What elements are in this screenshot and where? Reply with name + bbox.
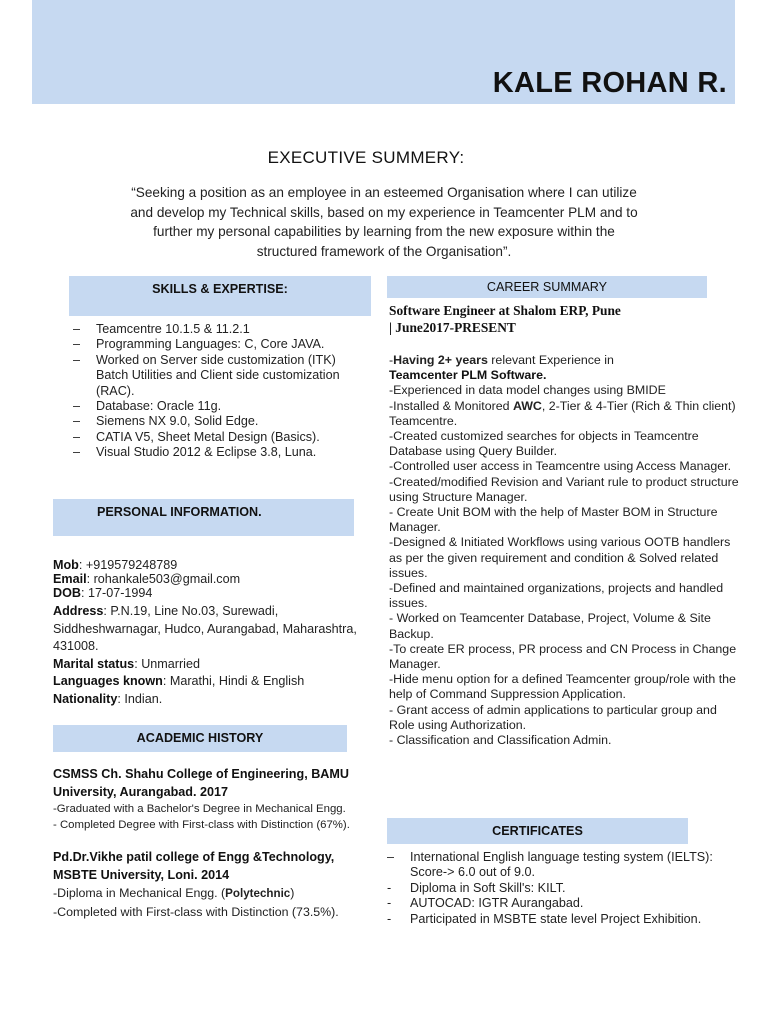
skill-text: Visual Studio 2012 & Eclipse 3.8, Luna.: [96, 445, 317, 460]
dash-bullet: -: [387, 880, 392, 895]
career-point: -Created/modified Revision and Variant rule to product structure using Structure Manager.: [389, 474, 739, 504]
career-point: - Classification and Classification Admin.: [389, 733, 612, 748]
languages-value: Marathi, Hindi & English: [169, 674, 305, 688]
experience-line: [389, 353, 739, 368]
nationality-label: Nationality: [53, 691, 118, 706]
experience-text: relevant Experience in: [487, 353, 614, 367]
career-point: - Grant access of admin applications to particular group and Role using Authorization.: [389, 702, 717, 732]
career-point-text: -Installed & Monitored: [389, 398, 513, 413]
dash-bullet: –: [387, 850, 395, 864]
academic-detail-bold: Polytechnic: [225, 887, 291, 900]
dash-bullet: –: [73, 429, 81, 444]
academic-detail: - Completed Degree with First-class with Distinction (67%).: [53, 819, 350, 831]
career-point: [389, 399, 739, 429]
institution-name: CSMSS Ch. Shahu College of Engineering, BAMU University, Aurangabad. 2017: [53, 767, 349, 799]
email-row: Email: rohankale503@gmail.com: [53, 572, 241, 586]
mobile-row: Mob: +919579248789: [53, 558, 178, 572]
dash-bullet: –: [73, 322, 81, 336]
executive-line: “Seeking a position as an employee in an esteemed Organisation where I can utilize: [131, 185, 637, 200]
academic-header: [53, 725, 347, 752]
languages-row: Languages known: Marathi, Hindi & English: [53, 674, 305, 688]
skill-text: Siemens NX 9.0, Solid Edge.: [96, 414, 259, 429]
dash-bullet: –: [73, 414, 81, 429]
institution-name: Pd.Dr.Vikhe patil college of Engg &Technology, MSBTE University, Loni. 2014: [53, 850, 335, 882]
address-value: P.N.19, Line No.03, Surewadi, Siddheshwarnagar, Hudco, Aurangabad, Maharashtra, 431008.: [53, 604, 357, 653]
skill-text: Worked on Server side customization (ITK) Batch Utilities and Client side customization (RAC).: [96, 352, 340, 398]
skill-text: CATIA V5, Sheet Metal Design (Basics).: [96, 429, 320, 444]
email-value: rohankale503@gmail.com: [93, 572, 241, 586]
executive-summary-text: [112, 183, 656, 261]
dob-value: 17-07-1994: [88, 586, 153, 600]
dob-row: DOB: 17-07-1994: [53, 586, 153, 600]
dash-bullet: –: [73, 399, 81, 414]
certificate-text: Participated in MSBTE state level Project Exhibition.: [410, 911, 702, 926]
personal-info-title: PERSONAL INFORMATION.: [97, 505, 262, 519]
academic-entry: [53, 766, 371, 833]
certificate-text: International English language testing system (IELTS): Score-> 6.0 out of 9.0.: [410, 850, 713, 880]
career-point: -To create ER process, PR process and CN Process in Change Manager.: [389, 641, 737, 672]
email-label: Email: [53, 572, 87, 586]
list-item: [71, 445, 361, 460]
certificates-title: CERTIFICATES: [492, 824, 583, 838]
candidate-name: KALE ROHAN R.: [492, 67, 727, 99]
career-title: CAREER SUMMARY: [486, 280, 608, 294]
career-point-text: , 2-Tier & 4-Tier (Rich & Thin client) Teamcentre.: [389, 398, 736, 428]
list-item: [71, 337, 361, 352]
certificates-list: [385, 850, 735, 927]
list-item: [385, 912, 735, 927]
address-label: Address: [53, 604, 104, 618]
academic-title: ACADEMIC HISTORY: [136, 731, 264, 745]
personal-info-header: [53, 499, 354, 536]
list-item: [71, 399, 361, 414]
career-point: -Designed & Initiated Workflows using various OOTB handlers as per the given requirement and condition & Solved related issues.: [389, 535, 731, 580]
skill-text: Database: Oracle 11g.: [96, 399, 222, 414]
career-point: - Create Unit BOM with the help of Master BOM in Structure Manager.: [389, 505, 718, 535]
executive-line: structured framework of the Organisation”.: [256, 243, 512, 259]
experience-bold: Having 2+ years: [393, 353, 488, 367]
languages-label: Languages known: [53, 674, 163, 688]
dash-bullet: -: [387, 896, 392, 911]
list-item: [385, 850, 735, 881]
list-item: [71, 414, 361, 429]
career-point: -Defined and maintained organizations, projects and handled issues.: [389, 581, 724, 611]
certificates-header: [387, 818, 688, 844]
spacer: [389, 336, 739, 353]
dash-bullet: –: [73, 445, 81, 460]
dash-bullet: -: [387, 911, 392, 926]
skills-list: [71, 322, 361, 461]
list-item: [385, 896, 735, 911]
career-point: -Controlled user access in Teamcentre using Access Manager.: [389, 459, 732, 474]
career-point-bold: AWC: [512, 398, 542, 413]
academic-detail-text: -Diploma in Mechanical Engg. (: [53, 886, 226, 900]
list-item: [385, 881, 735, 896]
personal-info: [53, 558, 368, 708]
career-header: [387, 276, 707, 298]
academic-detail: [53, 884, 371, 903]
experience-text: -: [389, 353, 394, 367]
career-point: - Worked on Teamcenter Database, Project, Volume & Site Backup.: [389, 611, 711, 641]
academic-detail-text: ): [290, 886, 295, 900]
list-item: [71, 322, 361, 337]
skill-text: Programming Languages: C, Core JAVA.: [96, 337, 325, 352]
career-point: -Hide menu option for a defined Teamcenter group/role with the help of Command Suppression Application.: [389, 672, 736, 702]
career-point: -Experienced in data model changes using BMIDE: [389, 383, 666, 398]
role-period: | June2017-PRESENT: [389, 320, 516, 335]
nationality-value: Indian.: [124, 691, 163, 706]
career-point: -Created customized searches for objects in Teamcentre Database using Query Builder.: [389, 429, 699, 459]
marital-label: Marital status: [53, 656, 135, 671]
nationality-row: Nationality: Indian.: [53, 691, 163, 706]
dash-bullet: –: [73, 337, 81, 352]
certificate-text: Diploma in Soft Skill's: KILT.: [410, 880, 566, 895]
career-summary: [389, 302, 739, 748]
marital-row: Marital status: Unmarried: [53, 656, 200, 671]
role-title: Software Engineer at Shalom ERP, Pune: [389, 303, 621, 318]
mobile-label: Mob: [53, 558, 79, 572]
executive-line: further my personal capabilities by learning from the new exposure within the: [153, 224, 615, 239]
marital-value: Unmarried: [141, 656, 200, 671]
academic-entry: [53, 849, 371, 921]
executive-line: and develop my Technical skills, based on my experience in Teamcenter PLM and to: [130, 204, 638, 220]
dash-bullet: –: [73, 352, 81, 367]
skills-header: [69, 276, 371, 316]
list-item: [71, 353, 361, 399]
certificate-text: AUTOCAD: IGTR Aurangabad.: [410, 896, 584, 911]
skill-text: Teamcentre 10.1.5 & 11.2.1: [96, 322, 250, 336]
experience-software: Teamcenter PLM Software.: [389, 368, 547, 383]
skills-title: SKILLS & EXPERTISE:: [152, 282, 288, 296]
address-row: Address: P.N.19, Line No.03, Surewadi, Siddheshwarnagar, Hudco, Aurangabad, Maharashtra, 431008.: [53, 604, 357, 653]
academic-detail: -Completed with First-class with Distinction (73.5%).: [53, 905, 339, 919]
list-item: [71, 430, 361, 445]
mobile-value: +919579248789: [85, 558, 178, 572]
dob-label: DOB: [53, 586, 81, 600]
executive-summary-title: EXECUTIVE SUMMERY:: [267, 148, 465, 167]
academic-detail: -Graduated with a Bachelor's Degree in Mechanical Engg.: [53, 803, 346, 815]
